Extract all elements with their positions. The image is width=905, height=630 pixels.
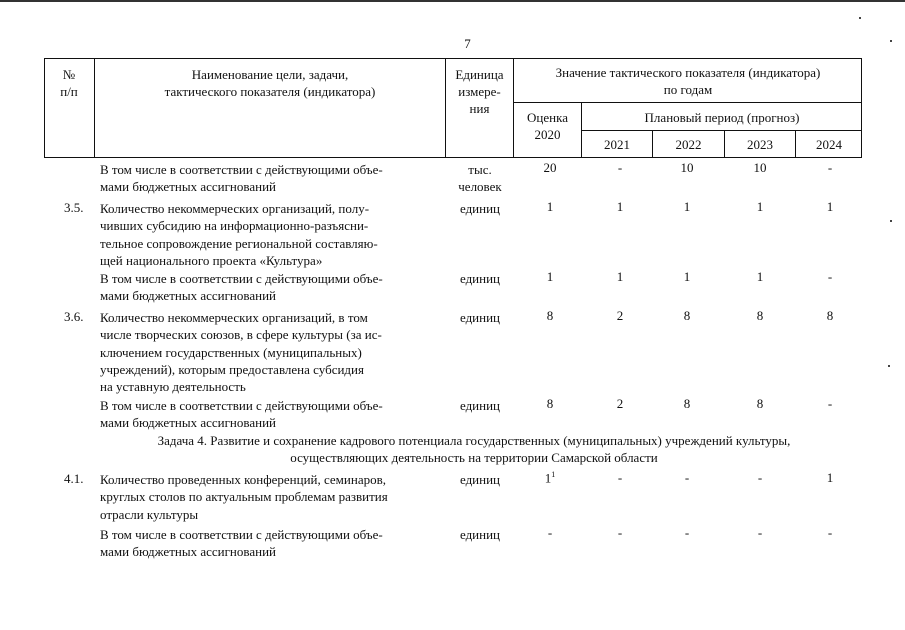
row-unit: единиц	[459, 201, 501, 216]
value-2020: 1	[546, 269, 554, 284]
value-2023: 10	[753, 160, 767, 175]
header-year-2023: 2023	[747, 137, 773, 152]
value-2021: 2	[616, 396, 624, 411]
value-2024: 8	[826, 308, 834, 323]
value-2024: -	[827, 525, 833, 540]
value-2020: 8	[546, 396, 554, 411]
scan-speck	[888, 365, 890, 367]
value-2020: 1	[546, 199, 554, 214]
value-2022: 10	[680, 160, 694, 175]
row-unit: единиц	[459, 271, 501, 286]
value-2024: -	[827, 160, 833, 175]
value-2020: 8	[546, 308, 554, 323]
value-2022: -	[684, 525, 690, 540]
row-number: 3.6.	[64, 309, 84, 324]
header-col-value: Значение тактического показателя (индикатора) по годам	[555, 65, 821, 97]
value-2024: -	[827, 269, 833, 284]
value-2022: 8	[683, 396, 691, 411]
row-number: 4.1.	[64, 471, 84, 486]
value-2021: -	[617, 525, 623, 540]
value-2023: 1	[756, 269, 764, 284]
row-unit: единиц	[459, 472, 501, 487]
row-unit: тыс. человек	[458, 162, 502, 195]
value-2024: 1	[826, 470, 834, 485]
value-2023: 1	[756, 199, 764, 214]
header-year-2024: 2024	[816, 137, 842, 152]
header-year-2022: 2022	[675, 137, 702, 152]
scan-speck	[890, 220, 892, 222]
value-2021: 1	[616, 269, 624, 284]
header-col-number: № п/п	[60, 67, 78, 99]
value-2021: -	[617, 160, 623, 175]
value-2022: 1	[683, 269, 691, 284]
row-unit: единиц	[459, 398, 501, 413]
value-2023: 8	[756, 308, 764, 323]
value-2021: 2	[616, 308, 624, 323]
value-2020: 20	[543, 160, 557, 175]
value-2024: 1	[826, 199, 834, 214]
value-2023: -	[757, 470, 763, 485]
header-year-2021: 2021	[604, 137, 630, 152]
row-unit: единиц	[459, 527, 501, 542]
row-name: В том числе в соответствии с действующими объе- мами бюджетных ассигнований	[100, 527, 383, 560]
table-header	[44, 58, 862, 158]
value-2023: 8	[756, 396, 764, 411]
value-2024: -	[827, 396, 833, 411]
row-number: 3.5.	[64, 200, 84, 215]
task-heading: Задача 4. Развитие и сохранение кадрового потенциала государственных (муниципальных) учреждений культуры, осуществляющих деятельность на территории Самарской области	[157, 433, 791, 465]
header-col-unit: Единица измере- ния	[455, 67, 504, 116]
scan-top-edge	[0, 0, 905, 2]
header-col-name: Наименование цели, задачи, тактического показателя (индикатора)	[164, 67, 376, 99]
value-2022: -	[684, 470, 690, 485]
value-2020: -	[547, 525, 553, 540]
value-2022: 1	[683, 199, 691, 214]
row-name: В том числе в соответствии с действующими объе- мами бюджетных ассигнований	[100, 398, 383, 431]
value-2023: -	[757, 525, 763, 540]
page-number: 7	[464, 36, 471, 51]
scan-speck	[859, 17, 861, 19]
header-col-plan: Плановый период (прогноз)	[644, 110, 800, 125]
row-unit: единиц	[459, 310, 501, 325]
row-name: В том числе в соответствии с действующими объе- мами бюджетных ассигнований	[100, 271, 383, 304]
header-col-estimate: Оценка 2020	[527, 110, 568, 142]
value-2020: $1^1$	[544, 470, 556, 486]
row-name: Количество некоммерческих организаций, в том числе творческих союзов, в сфере культуры (за ис- ключением государственных (муниципальных) учреждений), которым предоставлена субсидия на уставную деятельность	[100, 310, 382, 395]
row-name: Количество проведенных конференций, семинаров, круглых столов по актуальным проблемам развития отрасли культуры	[100, 472, 388, 522]
footnote-mark: 1	[551, 470, 556, 479]
value-2022: 8	[683, 308, 691, 323]
row-name: В том числе в соответствии с действующими объе- мами бюджетных ассигнований	[100, 162, 383, 195]
value-2021: 1	[616, 199, 624, 214]
value-2021: -	[617, 470, 623, 485]
row-name: Количество некоммерческих организаций, полу- чивших субсидию на информационно-разъясни- тельное сопровождение региональной составляю- щей национального проекта «Культура»	[100, 201, 378, 268]
